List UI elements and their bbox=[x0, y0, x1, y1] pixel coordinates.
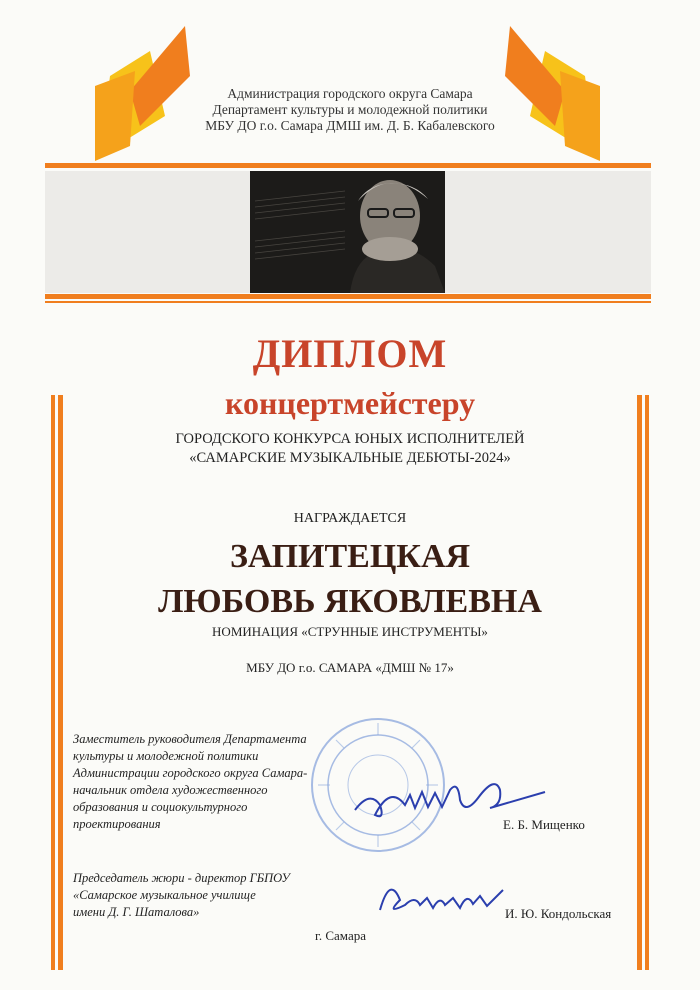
right-stripes bbox=[637, 395, 649, 970]
signatory-2-name: И. Ю. Кондольская bbox=[505, 906, 612, 921]
recipient-name bbox=[0, 534, 700, 624]
contest-line-2: «САМАРСКИЕ МУЗЫКАЛЬНЫЕ ДЕБЮТЫ-2024» bbox=[189, 450, 511, 466]
signatory-1-name: Е. Б. Мищенко bbox=[503, 817, 585, 832]
awarded-label: НАГРАЖДАЕТСЯ bbox=[293, 511, 407, 526]
banner-bottom-line bbox=[45, 294, 651, 299]
diploma-title: ДИПЛОМ bbox=[252, 331, 448, 376]
banner bbox=[45, 163, 651, 305]
signatory-1-title: Заместитель руководителя Департамента культуры и молодежной политики Администрации городского округа Самара- начальник отдела художественного образования и социокультурного проектирования bbox=[73, 732, 308, 831]
nomination: НОМИНАЦИЯ «СТРУННЫЕ ИНСТРУМЕНТЫ» bbox=[212, 624, 488, 639]
recipient-given-names: ЛЮБОВЬ ЯКОВЛЕВНА bbox=[158, 583, 542, 620]
issuer-line-1: Администрация городского округа Самара bbox=[227, 86, 473, 101]
issuer-line-3: МБУ ДО г.о. Самара ДМШ им. Д. Б. Кабалевского bbox=[205, 118, 495, 133]
signatory-2-title: Председатель жюри - директор ГБПОУ «Самарское музыкальное училище имени Д. Г. Шаталова» bbox=[73, 871, 290, 919]
recipient-surname: ЗАПИТЕЦКАЯ bbox=[229, 538, 471, 575]
diploma-subtitle: концертмейстеру bbox=[224, 385, 476, 421]
contest-line-1: ГОРОДСКОГО КОНКУРСА ЮНЫХ ИСПОЛНИТЕЛЕЙ bbox=[175, 431, 525, 447]
school: МБУ ДО г.о. САМАРА «ДМШ № 17» bbox=[246, 660, 454, 675]
banner-top-line bbox=[45, 163, 651, 168]
contest-name bbox=[0, 430, 700, 468]
left-stripes bbox=[51, 395, 63, 970]
banner-bottom-thin-line bbox=[45, 301, 651, 303]
portrait-photo bbox=[250, 171, 445, 293]
city: г. Самара bbox=[315, 928, 366, 943]
issuer-line-2: Департамент культуры и молодежной политики bbox=[212, 102, 488, 117]
signature-2 bbox=[375, 870, 505, 925]
issuer-header bbox=[0, 86, 700, 134]
